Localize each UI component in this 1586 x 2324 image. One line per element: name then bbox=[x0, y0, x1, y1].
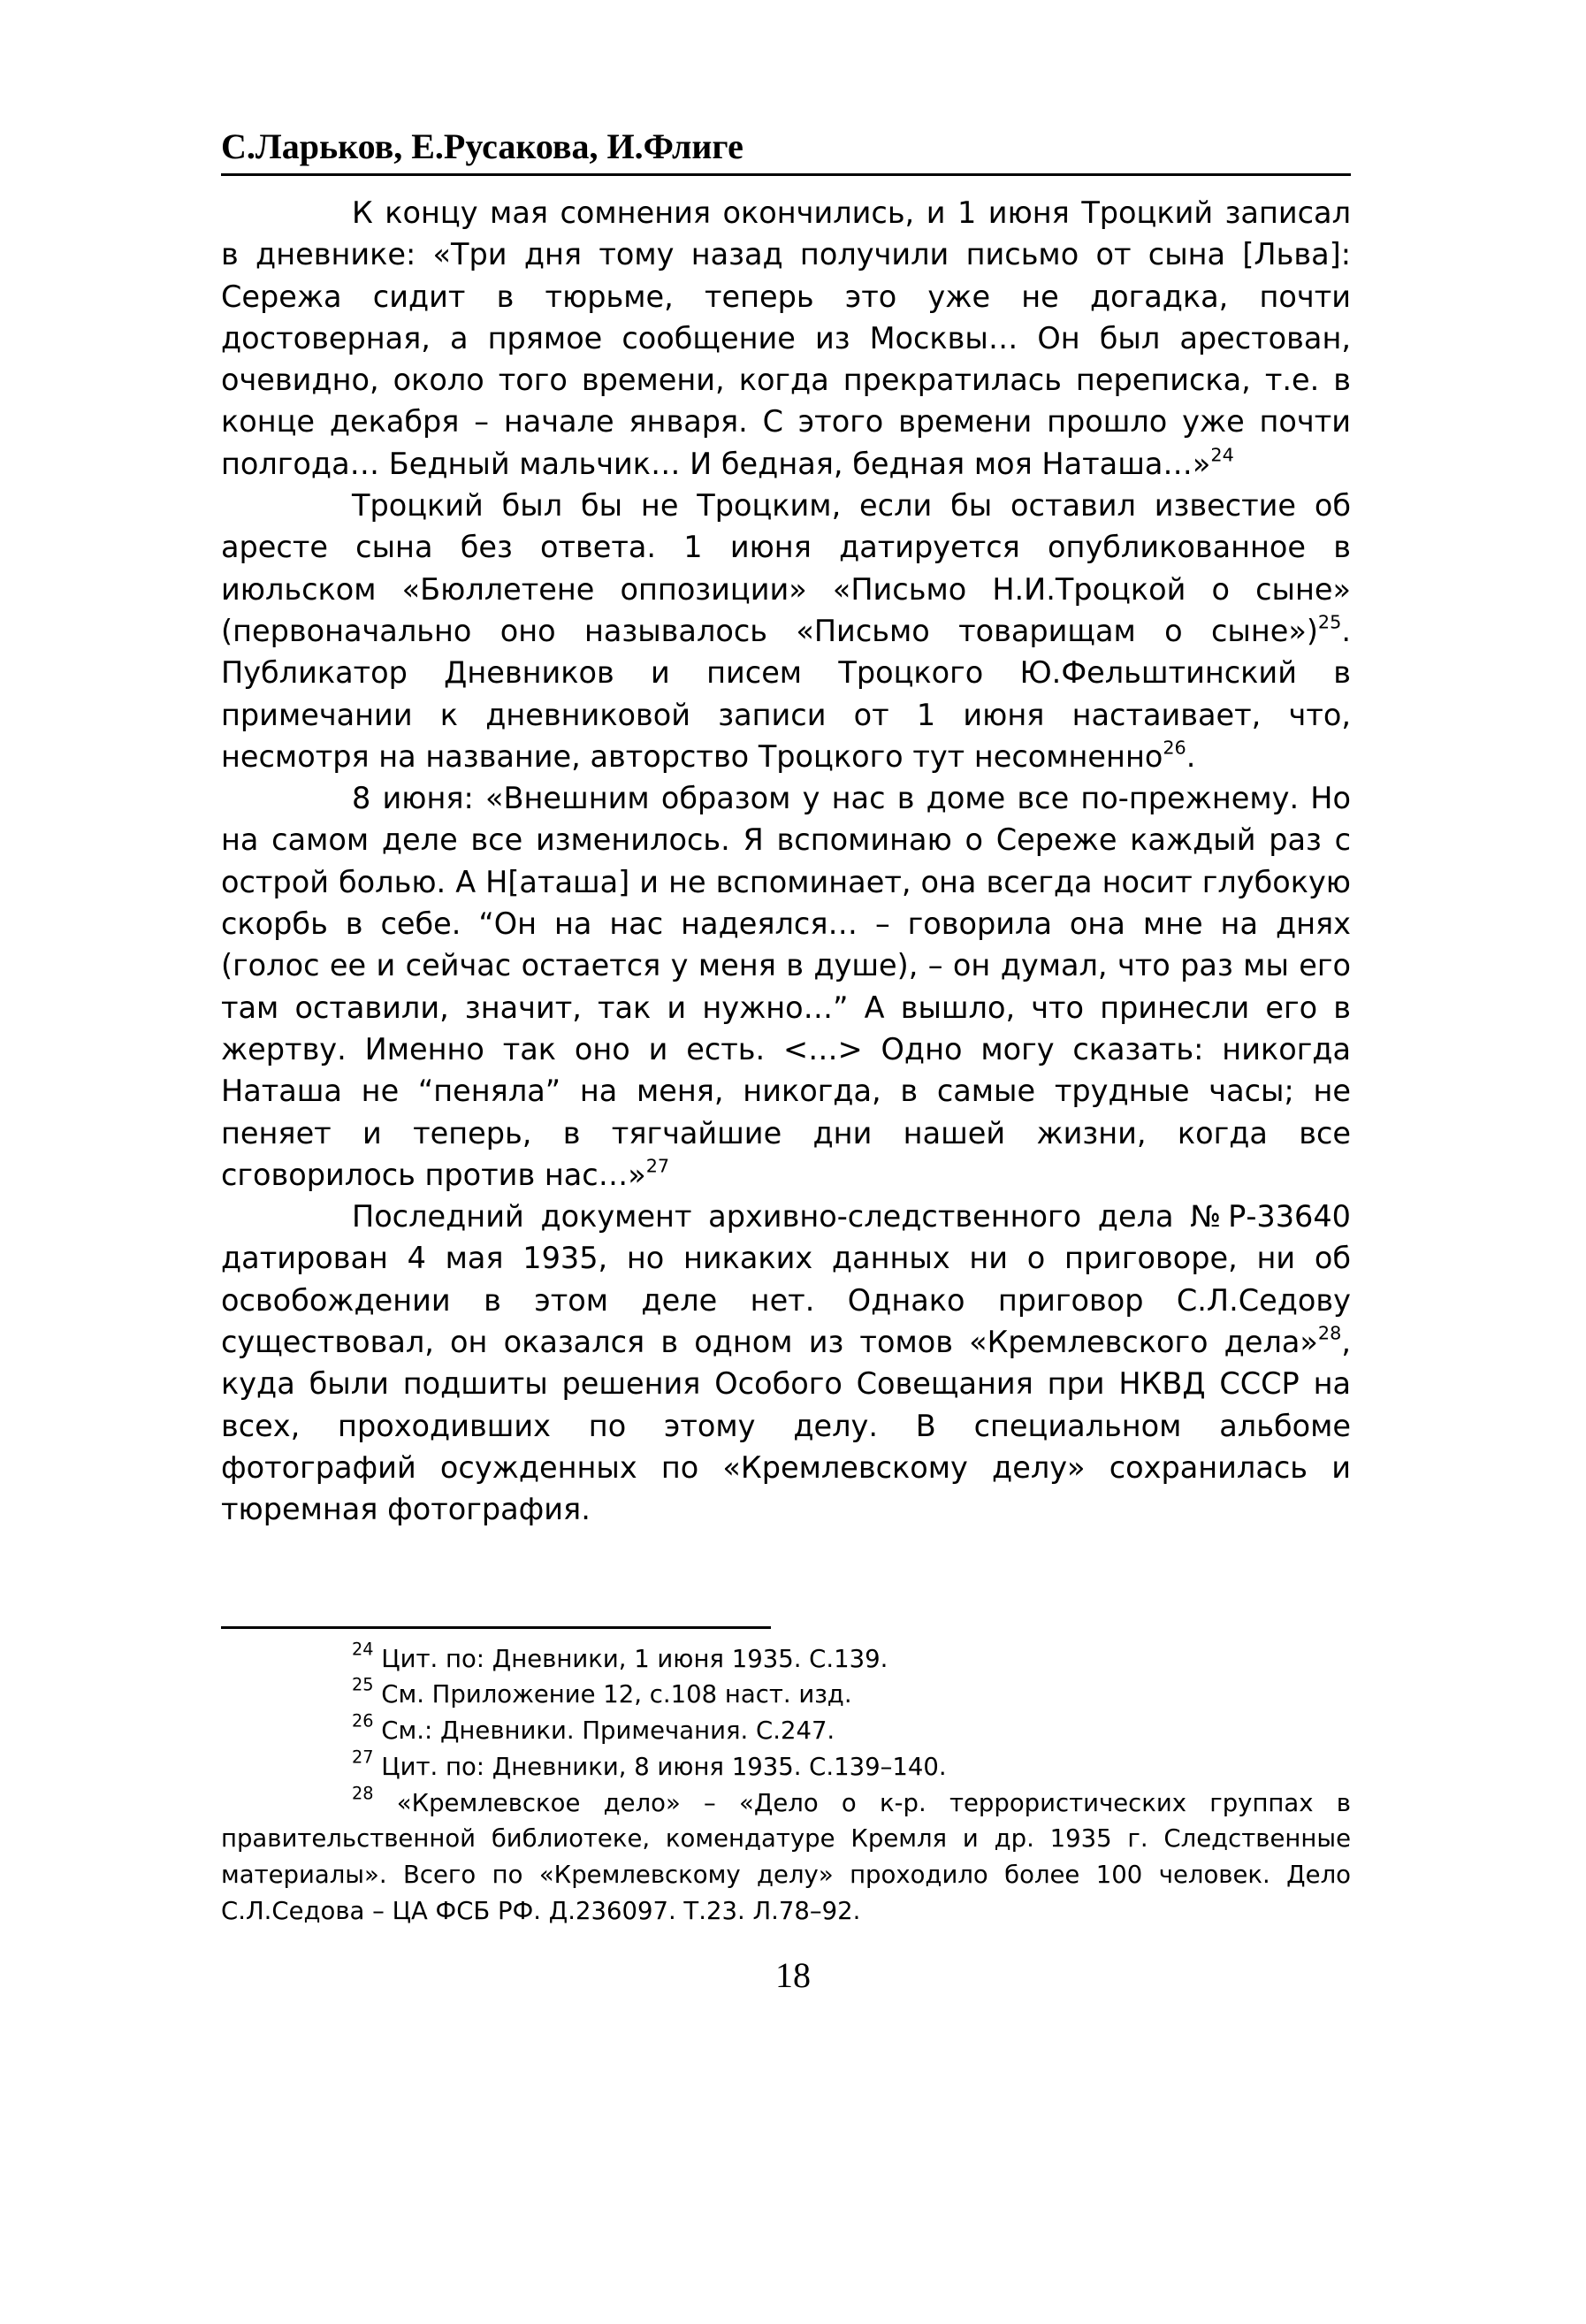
paragraph-4 bbox=[221, 1196, 1351, 1530]
footnote-26 bbox=[221, 1710, 1351, 1749]
footnote-ref-28[interactable]: 28 bbox=[1317, 1322, 1342, 1344]
footnote-25 bbox=[221, 1674, 1351, 1713]
footnote-number: 28 bbox=[352, 1783, 374, 1804]
footnote-number: 24 bbox=[352, 1639, 374, 1660]
footnote-24 bbox=[221, 1641, 1351, 1678]
footnote-number: 26 bbox=[352, 1710, 374, 1732]
paragraph-text: , куда были подшиты решения Особого Совещания при НКВД СССР на всех, проходивших по этому делу. В специальном альбоме фотографий осужденных по «Кремлевскому делу» сохранилась и тюремная фотография. bbox=[221, 1325, 1351, 1527]
footnote-text: Цит. по: Дневники, 8 июня 1935. С.139–140. bbox=[381, 1752, 947, 1781]
footnote-ref-27[interactable]: 27 bbox=[645, 1155, 670, 1177]
page bbox=[221, 124, 1351, 1930]
footnote-ref-25[interactable]: 25 bbox=[1317, 611, 1342, 633]
paragraph-text: 8 июня: «Внешним образом у нас в доме все по-прежнему. Но на самом деле все изменилось. Я вспоминаю о Сереже каждый раз с острой болью. А Н[аташа] и не вспоминает, она всегда носит глубокую скорбь в себе. “Он на нас надеялся… – говорила она мне на днях (голос ее и сейчас остается у меня в душе), – он думал, что раз мы его там оставили, значит, так и нужно…” А вышло, что принесли его в жертву. Именно так оно и есть. <…> Одно могу сказать: никогда Наташа не “пеняла” на меня, никогда, в самые трудные часы; не пеняет и теперь, в тягчайшие дни нашей жизни, когда все сговорилось против нас…» bbox=[221, 781, 1351, 1192]
paragraph-text: К концу мая сомнения окончились, и 1 июня Троцкий записал в дневнике: «Три дня тому назад получили письмо от сына [Льва]: Сережа сидит в тюрьме, теперь это уже не догадка, почти достоверная, а прямое сообщение из Москвы… Он был арестован, очевидно, около того времени, когда прекратилась переписка, т.е. в конце декабря – начале января. С этого времени прошло уже почти полгода… Бедный мальчик… И бедная, бедная моя Наташа…» bbox=[221, 195, 1351, 481]
footnote-ref-26[interactable]: 26 bbox=[1163, 737, 1186, 759]
paragraph-text: Последний документ архивно-следственного дела №Р-33640 датирован 4 мая 1935, но никаких данных ни о приговоре, ни об освобождении в этом деле нет. Однако приговор С.Л.Седову существовал, он оказался в одном из томов «Кремлевского дела» bbox=[221, 1199, 1351, 1360]
footnote-text: См. Приложение 12, с.108 наст. изд. bbox=[381, 1680, 852, 1709]
paragraph-1 bbox=[221, 192, 1351, 485]
footnote-number: 27 bbox=[352, 1747, 374, 1768]
page-number: 18 bbox=[775, 1955, 811, 1995]
paragraph-text: Троцкий был бы не Троцким, если бы оставил известие об аресте сына без ответа. 1 июня датируется опубликованное в июльском «Бюллетене оппозиции» «Письмо Н.И.Троцкой о сыне» (первоначально оно называлось «Письмо товарищам о сыне») bbox=[221, 488, 1351, 648]
footnote-28 bbox=[221, 1785, 1351, 1930]
footnotes bbox=[221, 1641, 1351, 1930]
running-head: С.Ларьков, Е.Русакова, И.Флиге bbox=[221, 124, 1351, 176]
paragraph-text: . bbox=[1186, 738, 1196, 774]
paragraph-3 bbox=[221, 777, 1351, 1196]
footnote-text: «Кремлевское дело» – «Дело о к-р. террористических группах в правительственной библиотеке, комендатуре Кремля и др. 1935 г. Следственные материалы». Всего по «Кремлевскому делу» проходило более 100 человек. Дело С.Л.Седова – ЦА ФСБ РФ. Д.236097. Т.23. Л.78–92. bbox=[221, 1788, 1351, 1926]
paragraph-2 bbox=[221, 485, 1351, 777]
footnote-ref-24[interactable]: 24 bbox=[1210, 444, 1234, 466]
footnote-divider bbox=[221, 1626, 771, 1629]
footnote-text: Цит. по: Дневники, 1 июня 1935. С.139. bbox=[381, 1644, 888, 1673]
paragraph-text: . Публикатор Дневников и писем Троцкого Ю.Фельштинский в примечании к дневниковой записи от 1 июня настаивает, что, несмотря на название, авторство Троцкого тут несомненно bbox=[221, 613, 1351, 774]
footnote-text: См.: Дневники. Примечания. С.247. bbox=[381, 1716, 835, 1746]
footnote-27 bbox=[221, 1749, 1351, 1785]
body-text bbox=[221, 192, 1351, 1531]
footnote-number: 25 bbox=[352, 1674, 374, 1695]
